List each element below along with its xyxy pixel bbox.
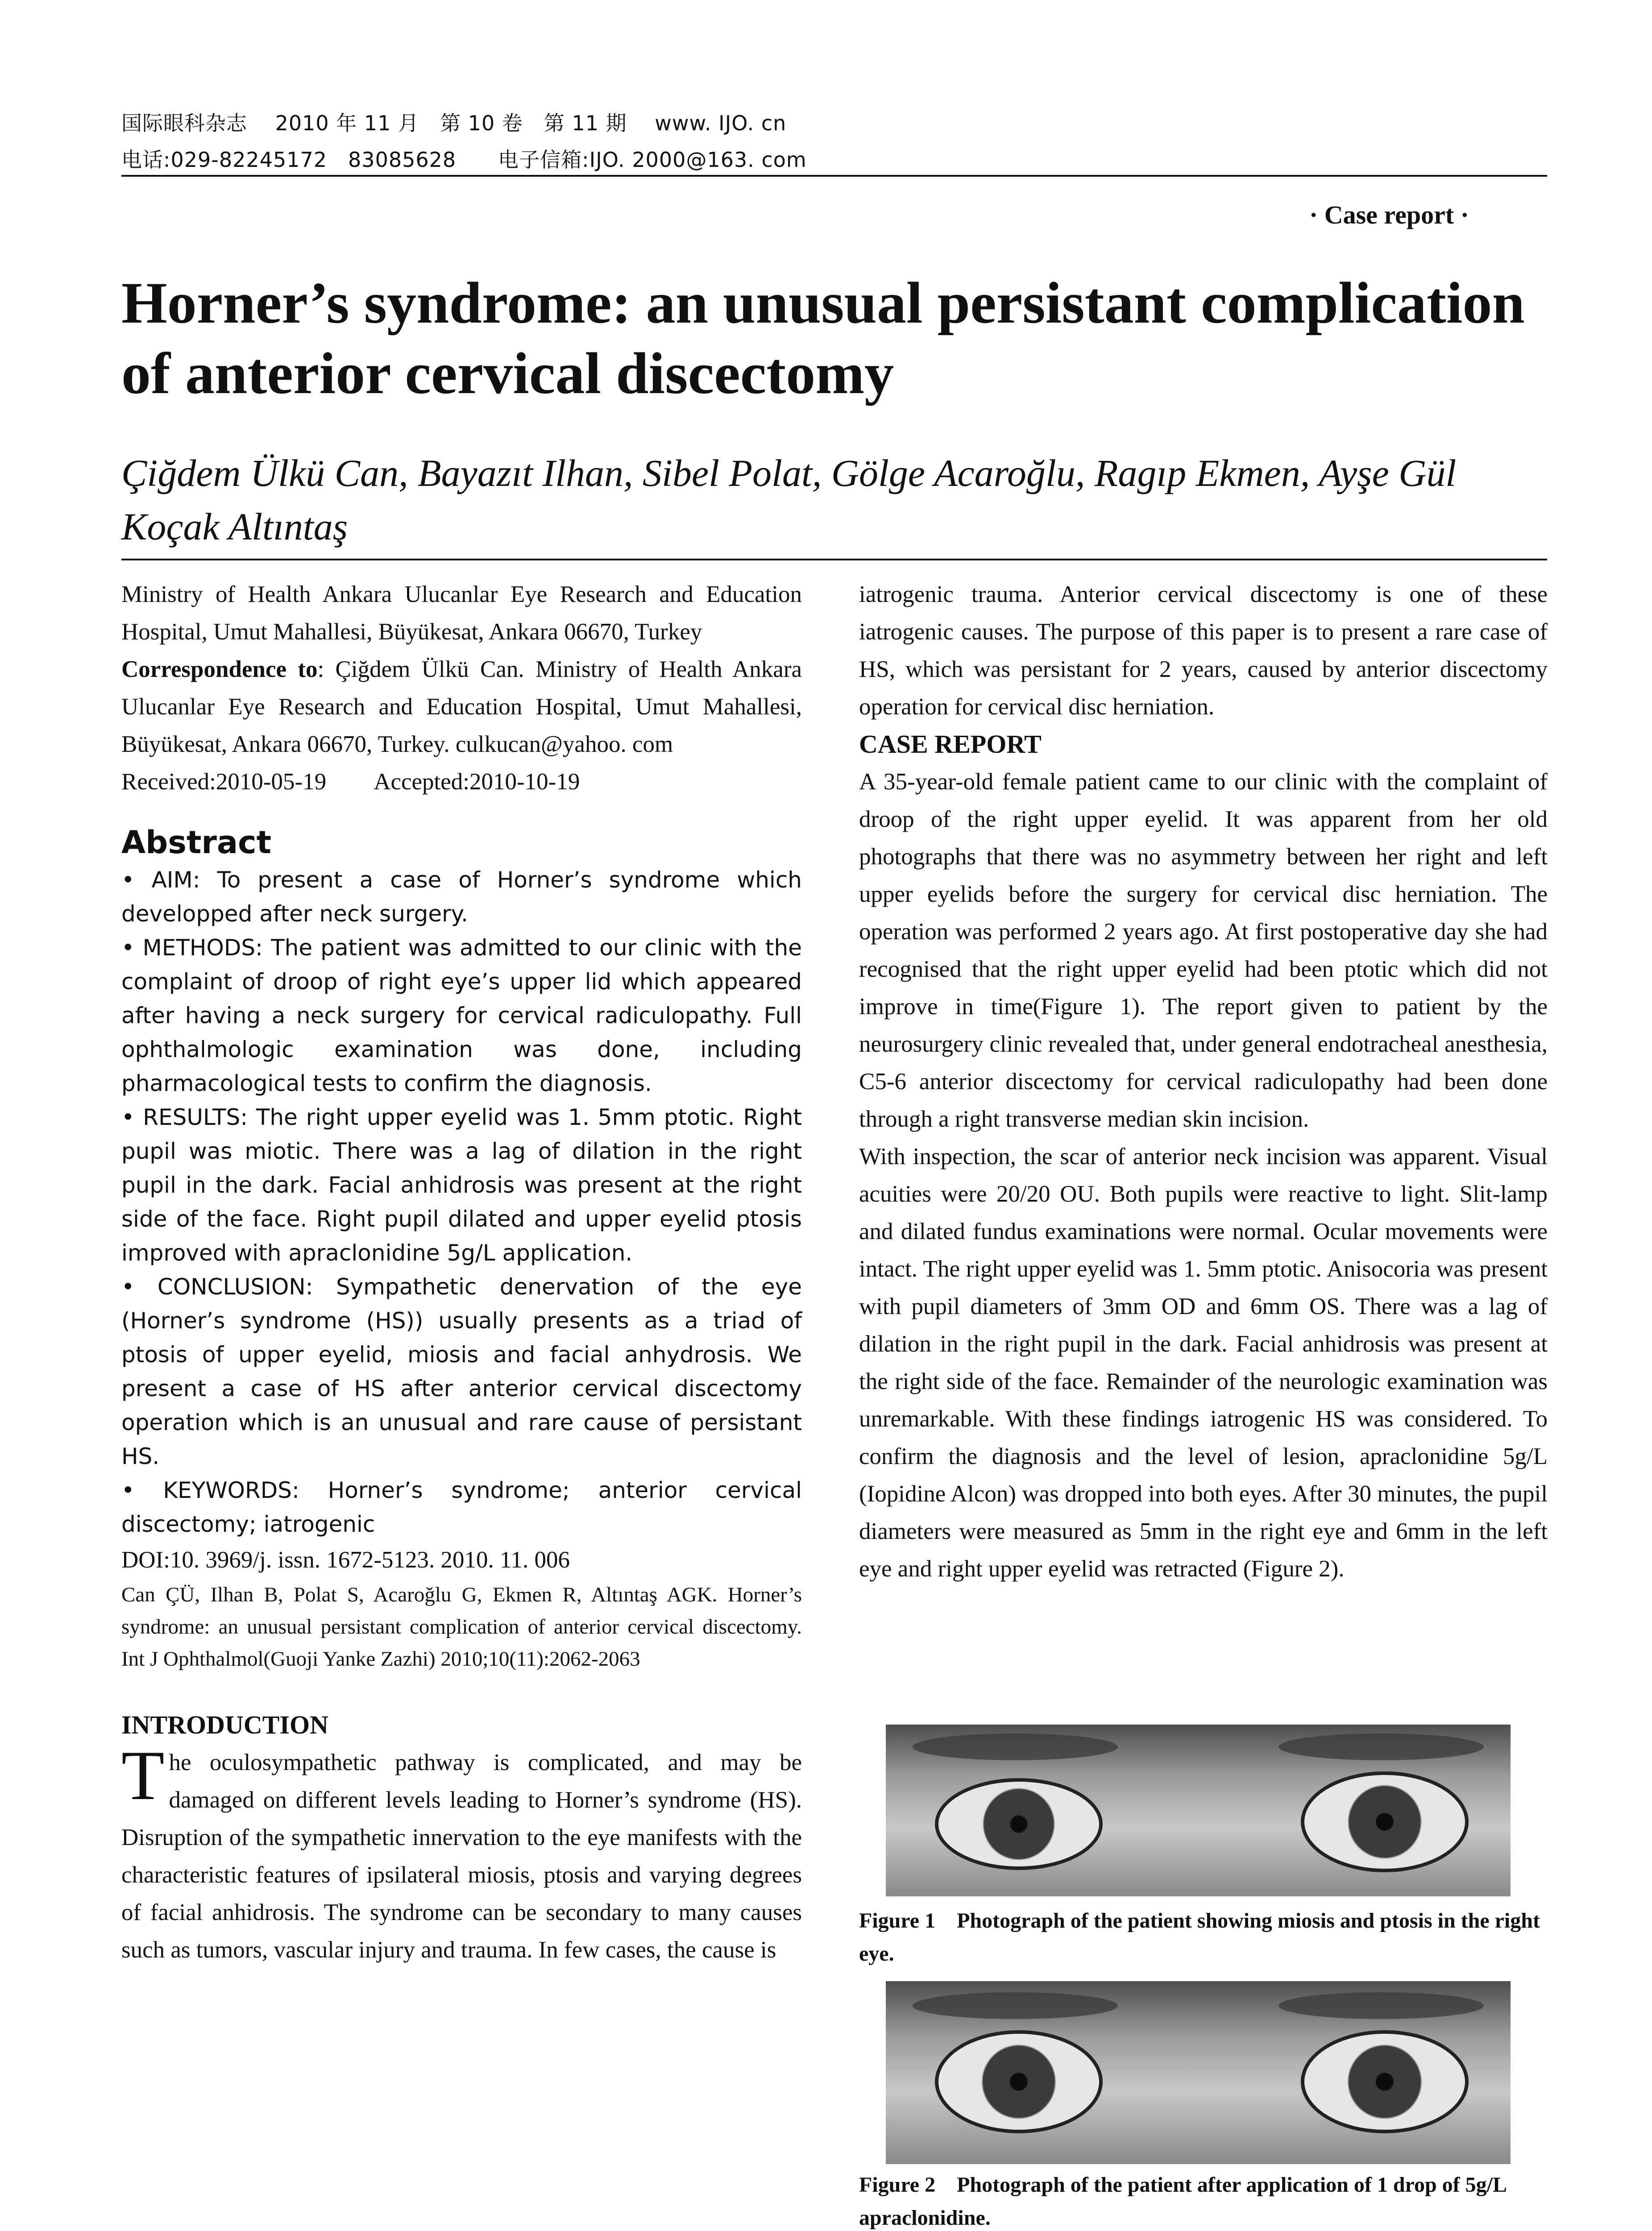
correspondence-label: Correspondence to [121,656,318,682]
doi: DOI:10. 3969/j. issn. 1672-5123. 2010. 11. 006 [121,1547,570,1573]
patient-right-eye [935,2030,1103,2133]
right-brow [913,1733,1118,1760]
introduction-continued: iatrogenic trauma. Anterior cervical discectomy is one of these iatrogenic causes. The purpose of this paper is to present a rare case of HS, which was persistant for 2 years, caused by anterior discectomy operation for cervical disc herniation. [859,581,1548,720]
figure-1-photo [886,1725,1511,1896]
figure-1-caption: Figure 1 Photograph of the patient showing miosis and ptosis in the right eye. [859,1909,1540,1966]
case-paragraph-1: A 35-year-old female patient came to our clinic with the complaint of droop of the right upper eyelid. It was apparent from her old photographs that there was no asymmetry between her right and left upper eyelids before the surgery for cervical disc herniation. The operation was performed 2 years ago. At first postoperative day she had recognised that the right upper eyelid had been ptotic which did not improve in time(Figure 1). The report given to patient by the neurosurgery clinic revealed that, under general endotracheal anesthesia, C5-6 anterior discectomy for cervical radiculopathy had been done through a right transverse median skin incision. [859,769,1548,1132]
case-paragraph-2: With inspection, the scar of anterior neck incision was apparent. Visual acuities were 20/20 OU. Both pupils were reactive to light. Slit-lamp and dilated fundus examinations were normal. Ocular movements were intact. The right upper eyelid was 1. 5mm ptotic. Anisocoria was present with pupil diameters of 3mm OD and 6mm OS. There was a lag of dilation in the right pupil in the dark. Facial anhidrosis was present at the right side of the face. Remainder of the neurologic examination was unremarkable. With these findings iatrogenic HS was considered. To confirm the diagnosis and the level of lesion, apraclonidine 5g/L (Iopidine Alcon) was dropped into both eyes. After 30 minutes, the pupil diameters were measured as 5mm in the right eye and 6mm in the left eye and right upper eyelid was retracted (Figure 2). [859,1144,1548,1582]
introduction-heading: INTRODUCTION [121,1710,329,1739]
dropcap: T [121,1737,165,1815]
figure-2-photo [886,1981,1511,2164]
accepted-date: Accepted:2010-10-19 [374,769,580,795]
left-brow [1278,1992,1484,2019]
abstract-aim: • AIM: To present a case of Horner’s syndrome which developped after neck surgery. [121,867,802,927]
dates [121,763,802,800]
abstract-heading: Abstract [121,824,272,861]
left-brow [1278,1733,1484,1760]
figure-2-caption: Figure 2 Photograph of the patient after application of 1 drop of 5g/L apraclonidine. [859,2173,1506,2230]
abstract-conclusion: • CONCLUSION: Sympathetic denervation of the eye (Horner’s syndrome (HS)) usually presents as a triad of ptosis of upper eyelid, miosis and facial anhydrosis. We present a case of HS after anterior cervical discectomy operation which is an unusual and rare cause of persistant HS. [121,1274,802,1469]
citation: Can ÇÜ, Ilhan B, Polat S, Acaroğlu G, Ekmen R, Altıntaş AGK. Horner’s syndrome: an unusual persistant complication of anterior cervical discectomy. Int J Ophthalmol(Guoji Yanke Zazhi) 2010;10(11):2062-2063 [121,1583,802,1671]
article-title: Horner’s syndrome: an unusual persistant complication of anterior cervical discectomy [121,270,1525,406]
abstract-body [121,863,802,1541]
abstract-methods: • METHODS: The patient was admitted to our clinic with the complaint of droop of right eye’s upper lid which appeared after having a neck surgery for cervical radiculopathy. Full ophthalmologic examination was done, including pharmacological tests to confirm the diagnosis. [121,935,802,1096]
right-column [859,576,1548,1588]
received-date: Received:2010-05-19 [121,769,327,795]
affiliation: Ministry of Health Ankara Ulucanlar Eye Research and Education Hospital, Umut Mahallesi, Büyükesat, Ankara 06670, Turkey [121,581,802,645]
title-rule [121,559,1547,560]
abstract-keywords: • KEYWORDS: Horner’s syndrome; anterior cervical discectomy; iatrogenic [121,1477,802,1537]
journal-header-line2: 电话:029-82245172 83085628 电子信箱:IJO. 2000@163. com [121,148,807,172]
abstract-results: • RESULTS: The right upper eyelid was 1. 5mm ptotic. Right pupil was miotic. There was a lag of dilation in the right pupil in the dark. Facial anhidrosis was present at the right side of the face. Right pupil dilated and upper eyelid ptosis improved with apraclonidine 5g/L application. [121,1104,802,1266]
patient-right-eye [935,1778,1103,1870]
header-rule [121,175,1547,177]
correspondence-text: : Çiğdem Ülkü Can. Ministry of Health Ankara Ulucanlar Eye Research and Education Hospital, Umut Mahallesi, Büyükesat, Ankara 06670, Turkey. culkucan@yahoo. com [121,656,802,757]
journal-header-line1: 国际眼科杂志 2010 年 11 月 第 10 卷 第 11 期 www. IJO. cn [121,111,787,135]
section-label: · Case report · [1309,200,1469,229]
patient-left-eye [1301,2030,1469,2133]
case-report-heading: CASE REPORT [859,730,1042,759]
left-column [121,576,802,1969]
introduction-body: he oculosympathetic pathway is complicated, and may be damaged on different levels leading to Horner’s syndrome (HS). Disruption of the sympathetic innervation to the eye manifests with the characteristic features of ipsilateral miosis, ptosis and varying degrees of facial anhidrosis. The syndrome can be secondary to many causes such as tumors, vascular injury and trauma. In few cases, the cause is [121,1750,802,1963]
introduction-text [121,1737,802,1969]
author-list: Çiğdem Ülkü Can, Bayazıt Ilhan, Sibel Polat, Gölge Acaroğlu, Ragıp Ekmen, Ayşe Gül Koçak Altıntaş [121,452,1457,548]
patient-left-eye [1301,1771,1469,1872]
right-brow [913,1992,1118,2019]
correspondence [121,651,802,763]
